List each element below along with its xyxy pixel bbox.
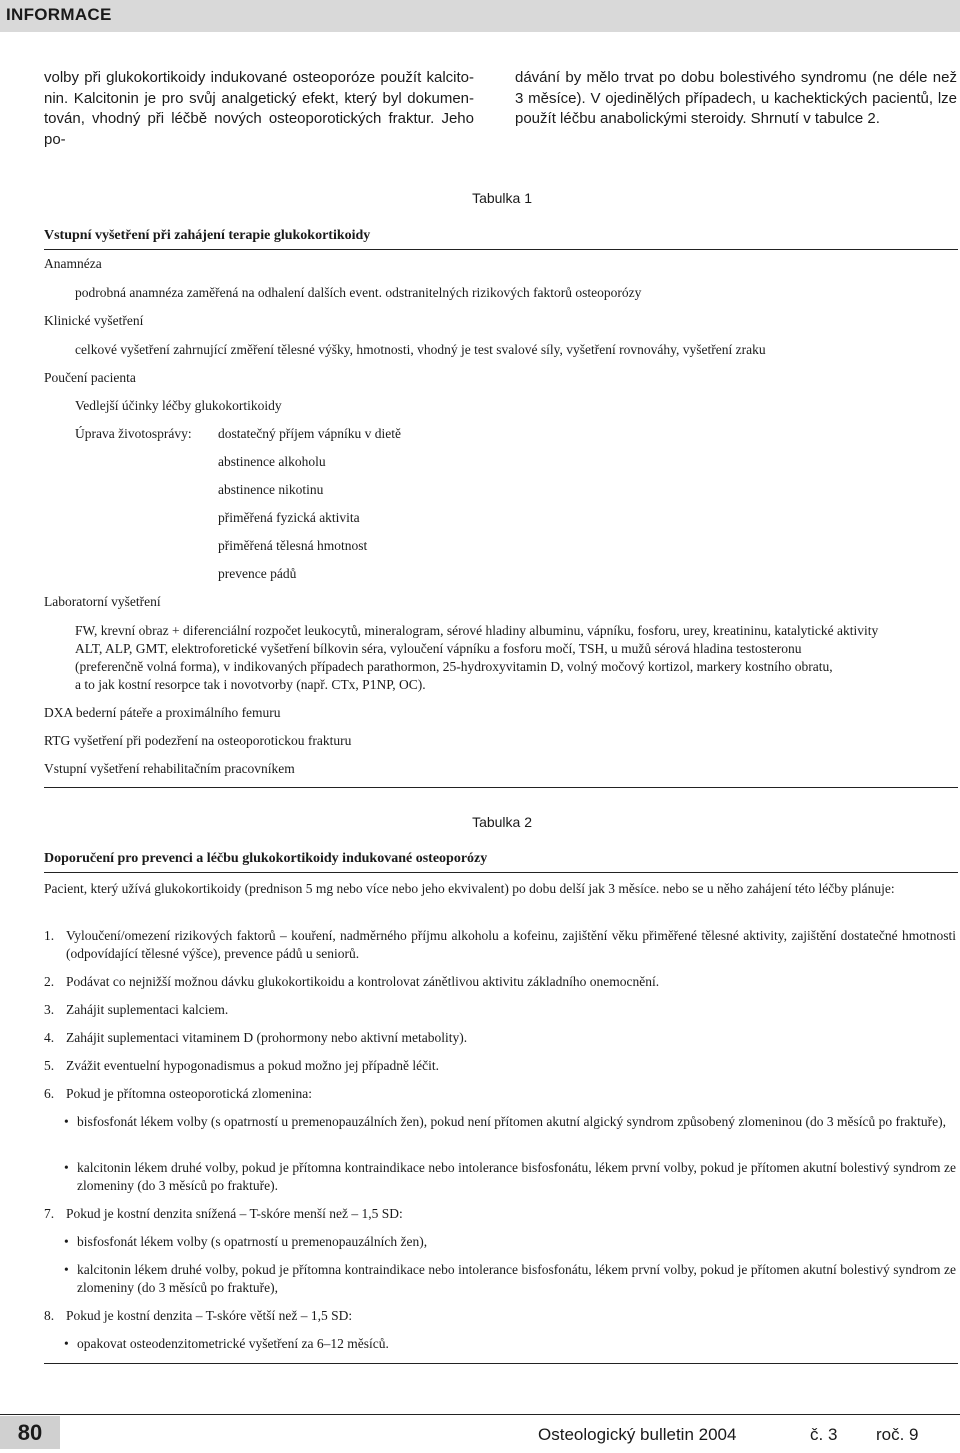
section-label: INFORMACE [6, 5, 112, 24]
bullet-text: bisfosfonát lékem volby (s opatrností u premenopauzálních žen), pokud není přítomen akutní algický syndrom způsobený zlomeninou (do 3 měsíců po fraktuře), [77, 1114, 947, 1129]
uprava-item: přiměřená fyzická aktivita [218, 510, 360, 525]
recommendation-item [44, 1001, 956, 1019]
klinicke-text: celkové vyšetření zahrnující změření tělesné výšky, hmotnosti, vhodný je test svalové síly, vyšetření rovnováhy, vyšetření zraku [75, 342, 766, 357]
table2-label: Tabulka 2 [472, 814, 532, 830]
dxa-item: DXA bederní páteře a proximálního femuru [44, 705, 281, 720]
bullet-glyph: • [64, 1114, 69, 1129]
lab-line: a to jak kostní resorpce tak i novotvorby (např. CTx, P1NP, OC). [75, 677, 426, 692]
item-number: 7. [44, 1206, 55, 1221]
uprava-item: dostatečný příjem vápníku v dietě [218, 426, 401, 441]
item-text: Pokud je kostní denzita snížená – T-skóre menší než – 1,5 SD: [66, 1206, 403, 1221]
item-number: 3. [44, 1002, 55, 1017]
recommendation-item [44, 1307, 956, 1325]
table2-top-rule [44, 872, 958, 873]
table1-bottom-rule [44, 787, 958, 788]
pouceni-heading: Poučení pacienta [44, 370, 136, 385]
bullet-item [64, 1261, 956, 1297]
bullet-item [64, 1233, 956, 1251]
uprava-item: abstinence nikotinu [218, 482, 324, 497]
bullet-text: bisfosfonát lékem volby (s opatrností u premenopauzálních žen), [77, 1234, 428, 1249]
journal-name: Osteologický bulletin 2004 [538, 1425, 737, 1444]
uprava-item: abstinence alkoholu [218, 454, 326, 469]
recommendation-item [44, 1205, 956, 1223]
rtg-item: RTG vyšetření při podezření na osteoporotickou frakturu [44, 733, 352, 748]
intro-line: použít léčbu anabolickými steroidy. Shrnutí v tabulce 2. [515, 110, 880, 128]
bullet-text: kalcitonin lékem druhé volby, pokud je přítomna kontraindikace nebo intolerance bisfosfonátu, lékem první volby, pokud je přítomen akutní bolestivý syndrom ze zlomeniny (do 3 měsíců po fraktuře), [77, 1262, 956, 1295]
intro-line: tován, vhodný při léčbě nových osteoporotických fraktur. Jeho po- [44, 110, 474, 149]
item-number: 6. [44, 1086, 55, 1101]
intro-line: volby při glukokortikoidy indukované osteoporóze použít kalcito- [44, 69, 474, 86]
uprava-label: Úprava životosprávy: [75, 426, 192, 441]
table2-intro: Pacient, který užívá glukokortikoidy (prednison 5 mg nebo více nebo jeho ekvivalent) po dobu delší jak 3 měsíce. nebo se u něho zahájení této léčby plánuje: [44, 881, 895, 896]
item-text: Pokud je kostní denzita – T-skóre větší než – 1,5 SD: [66, 1308, 353, 1323]
anamneza-heading: Anamnéza [44, 256, 102, 271]
recommendation-item [44, 1057, 956, 1075]
rehab-item: Vstupní vyšetření rehabilitačním pracovníkem [44, 761, 295, 776]
recommendation-item [44, 973, 956, 991]
table1-label: Tabulka 1 [472, 190, 532, 206]
intro-column-left [44, 68, 474, 151]
bullet-text: kalcitonin lékem druhé volby, pokud je přítomna kontraindikace nebo intolerance bisfosfonátu, lékem první volby, pokud je přítomen akutní bolestivý syndrom ze zlomeniny (do 3 měsíců po fraktuře). [77, 1160, 956, 1193]
recommendation-item [44, 927, 956, 963]
lab-line: (preferenčně volná forma), v indikovaných případech parathormon, 25-hydroxyvitamin D, volný močový kortizol, markery kostního obratu, [75, 659, 833, 674]
uprava-item: přiměřená tělesná hmotnost [218, 538, 368, 553]
bullet-item [64, 1159, 956, 1195]
lab-line: ALT, ALP, GMT, elektroforetické vyšetření bílkovin séra, vyloučení vápníku a fosforu močí, TSH, u mužů sérová hladina testosteronu [75, 641, 802, 656]
bullet-glyph: • [64, 1262, 69, 1277]
table1-top-rule [44, 249, 958, 250]
bullet-item [64, 1113, 956, 1131]
intro-line: 3 měsíce). V ojedinělých případech, u kachektických pacientů, lze [515, 89, 957, 107]
item-number: 1. [44, 928, 55, 943]
item-text: Zahájit suplementaci vitaminem D (prohormony nebo aktivní metabolity). [66, 1030, 468, 1045]
bullet-text: opakovat osteodenzitometrické vyšetření za 6–12 měsíců. [77, 1336, 389, 1351]
section-header-bar [0, 0, 960, 32]
item-text: Zvážit eventuelní hypogonadismus a pokud možno jej případně léčit. [66, 1058, 440, 1073]
item-number: 4. [44, 1030, 55, 1045]
page-number: 80 [0, 1416, 60, 1449]
uprava-item: prevence pádů [218, 566, 297, 581]
anamneza-text: podrobná anamnéza zaměřená na odhalení dalších event. odstranitelných rizikových faktorů osteoporózy [75, 285, 642, 300]
item-text: Zahájit suplementaci kalciem. [66, 1002, 229, 1017]
lab-line: FW, krevní obraz + diferenciální rozpočet leukocytů, mineralogram, sérové hladiny albuminu, vápníku, fosforu, urey, kreatininu, katalytické aktivity [75, 623, 879, 638]
recommendation-item [44, 1085, 956, 1103]
bullet-glyph: • [64, 1234, 69, 1249]
intro-line: dávání by mělo trvat po dobu bolestivého syndromu (ne déle než [515, 69, 957, 86]
item-text: Podávat co nejnižší možnou dávku glukokortikoidu a kontrolovat zánětlivou aktivitu základního onemocnění. [66, 974, 660, 989]
lab-heading: Laboratorní vyšetření [44, 594, 161, 609]
item-number: 2. [44, 974, 55, 989]
item-number: 5. [44, 1058, 55, 1073]
table2-title: Doporučení pro prevenci a léčbu glukokortikoidy indukované osteoporózy [44, 851, 488, 866]
volume-number: roč. 9 [876, 1425, 919, 1444]
intro-line: nin. Kalcitonin je pro svůj analgetický efekt, který byl dokumen- [44, 89, 474, 107]
bullet-glyph: • [64, 1336, 69, 1351]
klinicke-heading: Klinické vyšetření [44, 313, 144, 328]
item-number: 8. [44, 1308, 55, 1323]
recommendation-item [44, 1029, 956, 1047]
bullet-glyph: • [64, 1160, 69, 1175]
item-text: Pokud je přítomna osteoporotická zlomenina: [66, 1086, 312, 1101]
pouceni-vedlejsi: Vedlejší účinky léčby glukokortikoidy [75, 398, 282, 413]
intro-column-right [515, 68, 957, 130]
item-text: Vyloučení/omezení rizikových faktorů – kouření, nadměrného příjmu alkoholu a kofeinu, zajištění věku přiměřené tělesné aktivity, zajištění dostatečné hmotnosti (odpovídající tělesné výšce), prevence pádů u seniorů. [66, 928, 956, 961]
bullet-item [64, 1335, 956, 1353]
table2-bottom-rule [44, 1363, 958, 1364]
table1-title: Vstupní vyšetření při zahájení terapie glukokortikoidy [44, 228, 371, 243]
issue-number: č. 3 [810, 1425, 838, 1444]
